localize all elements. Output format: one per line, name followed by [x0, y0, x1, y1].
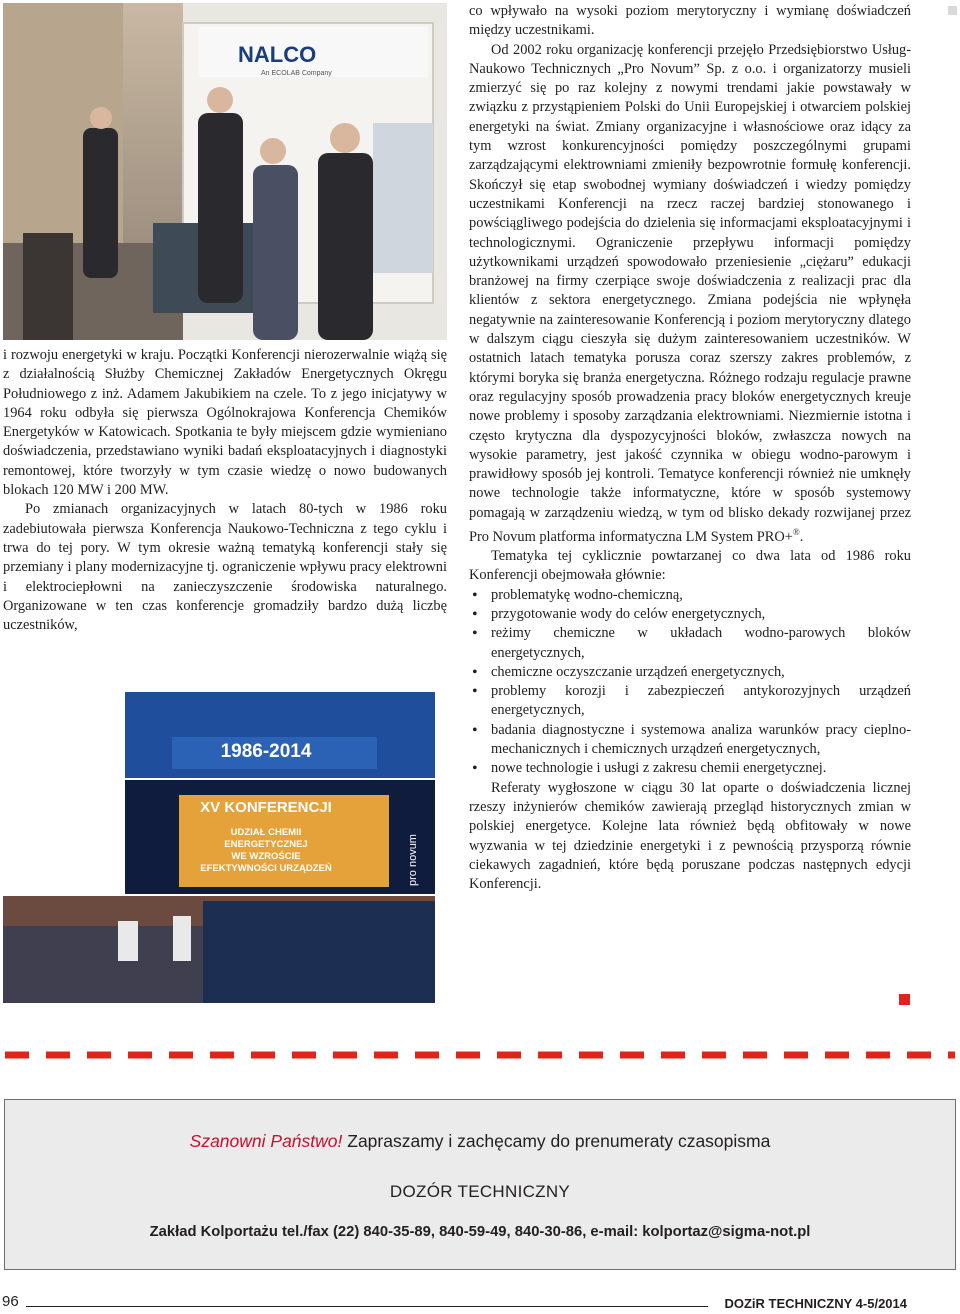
list-item: • przygotowanie wody do celów energetycznych, — [469, 605, 911, 624]
paragraph: Od 2002 roku organizację konferencji przejęło Przedsiębiorstwo Usług-Naukowo Technicznych „Pro Novum” Sp. z o.o. i organizatorzy musieli zmierzyć się po raz kolejny z nowymi trendami jakie powstawały w związku z przystąpieniem Polski do Unii Europejskiej i otwarciem polskiej energetyki na świat. Zmiany organizacyjne i własnościowe oraz idący za tym wzrost konkurencyjności pomiędzy poszczególnymi grupami zarządzającymi elektrowniami zmieniły bezpowrotnie formułę konferencji. Skończył się etap swobodnej wymiany doświadczeń i wiedzy pomiędzy uczestnikami Konferencji na rzecz raczej bardziej stonowanego i powściągliwego podejścia do dzielenia się informacjami eksploatacyjnymi i technologicznymi. Ograniczenie przepływu informacji pomiędzy użytkownikami urządzeń spowodowało przeniesienie „ciężaru” edukacji branżowej na firmy czerpiące swoje doświadczenia z realizacji prac dla klientów z sektora energetycznego. Zmiana podejścia nie wpłynęła negatywnie na zainteresowanie Konferencją i poziom merytoryczny dlatego w dalszym ciągu cieszyła się dużym zainteresowaniem uczestników. W ostatnich latach tematyka porusza coraz szerszy zakres problemów, z którymi boryka się branża energetyczna. Różnego rodzaju regulacje prawne oraz regulacyjny sposób prowadzenia pracy bloków energetycznych kreuje nowe problemy i sposoby zarządzania elektrowniami. Niezmiernie istotna i często krytyczna dla dyspozycyjności bloków, zwłaszcza nowych na wysokie parametry, jest jakość czynnika w obiegu wodno-parowym i prawidłowy sposób jej kontroli. Tematyce konferencji również nie umknęły nowe technologie także informatyczne, które w sposób systemowy pomagają w zarządzeniu wiedzą, w tym od blisko dekady rozwijanej przez Pro Novum platforma informatyczna LM System PRO+®. — [469, 41, 911, 545]
list-item: • nowe technologie i usługi z zakresu chemii energetycznej. — [469, 759, 911, 778]
paragraph: Tematyka tej cyklicznie powtarzanej co dwa lata od 1986 roku Konferencji obejmowała głównie: — [469, 548, 911, 584]
end-of-article-marker — [899, 994, 910, 1005]
collage-years: 1986-2014 — [220, 741, 312, 762]
invite-text: Zapraszamy i zachęcamy do prenumeraty czasopisma — [342, 1131, 771, 1151]
booth-brand-logo: NALCO — [238, 42, 317, 67]
collage-side-logo: pro novum — [407, 834, 419, 886]
magazine-title: DOZÓR TECHNICZNY — [389, 1182, 571, 1201]
collage-subtitle-line: WE WZROŚCIE — [231, 851, 301, 862]
paragraph: Po zmianach organizacyjnych w latach 80-tych w 1986 roku zadebiutowała pierwsza Konferencja Naukowo-Techniczna z tego cyklu i trwa do tej pory. W tym okresie ważną tematyką konferencji stały się przemiany i plany modernizacyjne tj. ograniczenie wpływu pracy elektrowni i elektrociepłowni na zanieczyszczenie środowiska naturalnego. Organizowane w ten czas konferencje gromadziły bardzo dużą liczbę uczestników, — [3, 501, 447, 634]
paragraph: i rozwoju energetyki w kraju. Początki Konferencji nierozerwalnie wiążą się z działalnością Służby Chemicznej Zakładów Energetycznych Okręgu Południowego z inż. Adamem Jakubikiem na czele. To z jego inicjatywy w 1964 roku odbyła się pierwsza Ogólnokrajowa Konferencja Chemików Energetyków w Katowicach. Spotkania te były miejscem gdzie wymieniano doświadczenia, przedstawiano wyniki badań eksploatacyjnych i diagnostyki remontowej, które tworzyły w tym czasie wiedzę o nowo budowanych blokach 120 MW i 200 MW. — [3, 347, 447, 499]
collage-subtitle-line: EFEKTYWNOŚCI URZĄDZEŃ — [200, 863, 332, 874]
list-item: • chemiczne oczyszczanie urządzeń energetycznych, — [469, 663, 911, 682]
right-text-column — [469, 2, 911, 894]
booth-brand-sub: An ECOLAB Company — [261, 70, 332, 77]
collage-subtitle-line: ENERGETYCZNEJ — [224, 839, 308, 850]
dashed-separator — [5, 1050, 955, 1060]
list-item: • problematykę wodno-chemiczną, — [469, 586, 911, 605]
list-item: • problemy korozji i zabezpieczeń antykorozyjnych urządzeń energetycznych, — [469, 682, 911, 721]
list-item: • reżimy chemiczne w układach wodno-parowych bloków energetycznych, — [469, 624, 911, 663]
greeting: Szanowni Państwo! — [189, 1131, 343, 1151]
journal-title: DOZiR TECHNICZNY 4-5/2014 — [724, 1296, 907, 1311]
topic-list — [469, 586, 911, 779]
booth-photo — [3, 3, 447, 340]
corner-marker — [948, 6, 957, 15]
collage-subtitle-line: UDZIAŁ CHEMII — [230, 827, 302, 838]
conference-collage-photo — [3, 671, 447, 1003]
subscription-box — [4, 1099, 956, 1270]
footer-rule — [26, 1306, 708, 1307]
contact-line: Zakład Kolportażu tel./fax (22) 840-35-89, 840-59-49, 840-30-86, e-mail: kolportaz@sigma-not.pl — [149, 1224, 811, 1240]
list-item: • badania diagnostyczne i systemowa analiza warunków pracy cieplno-mechanicznych i chemicznych urządzeń energetycznych, — [469, 721, 911, 760]
collage-headline: XV KONFERENCJI — [200, 799, 332, 816]
left-text-column — [3, 346, 447, 635]
paragraph: Referaty wygłoszone w ciągu 30 lat oparte o doświadczenia licznej rzeszy inżynierów chemików zawierają przegląd historycznych zmian w polskiej energetyce. Kolejne lata również będą obfitowały w nowe wyzwania w tej dziedzinie energetyki i z pewnością przysporzą równie ciekawych zagadnień, które będą poruszane podczas następnych edycji Konferencji. — [469, 779, 911, 893]
subscription-invite — [5, 1131, 955, 1152]
page-number: 96 — [2, 1293, 19, 1310]
paragraph: co wpływało na wysoki poziom merytoryczny i wymianę doświadczeń między uczestnikami. — [469, 3, 911, 39]
